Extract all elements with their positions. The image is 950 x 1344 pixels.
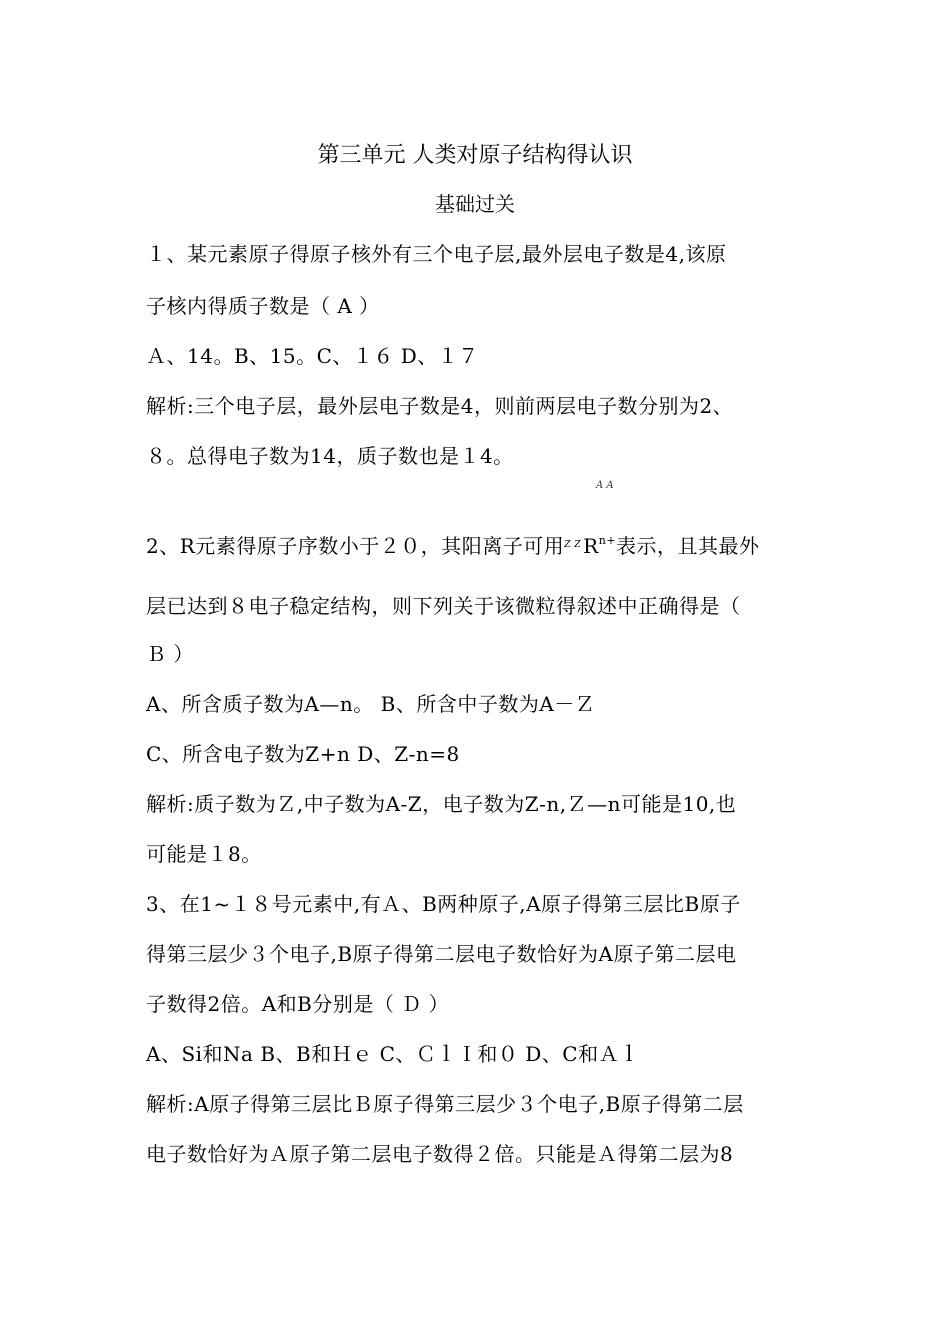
q3-stem-line-2: 得第三层少３个电子,B原子得第二层电子数恰好为A原子第二层电 [146, 942, 737, 966]
q2-charge-superscript: n+ [598, 534, 617, 547]
q2-analysis-line-1: 解析:质子数为Ｚ,中子数为A-Z，电子数为Z-n,Ｚ—n可能是10,也 [146, 792, 737, 816]
q1-analysis-line-1: 解析:三个电子层，最外层电子数是4，则前两层电子数分别为2、 [146, 394, 734, 418]
q1-options: Ａ、14。B、15。C、１６ D、１７ [146, 344, 479, 368]
q3-analysis-line-1: 解析:A原子得第三层比Ｂ原子得第三层少３个电子,B原子得第二层 [146, 1092, 744, 1116]
q2-options-2: C、所含电子数为Z+n D、Z-n=8 [146, 742, 460, 766]
q3-analysis-line-2: 电子数恰好为Ａ原子第二层电子数得２倍。只能是Ａ得第二层为8 [146, 1142, 734, 1166]
q1-stem-line-2: 子核内得质子数是（ A ） [146, 294, 380, 318]
q2-stem-text-a: 2、R元素得原子序数小于２０，其阳离子可用 [146, 534, 565, 558]
q3-stem-line-1: 3、在1~１８号元素中,有Ａ、B两种原子,A原子得第三层比B原子 [146, 892, 741, 916]
q1-stem-line-1: １、某元素原子得原子核外有三个电子层,最外层电子数是4,该原 [146, 242, 727, 266]
q3-options: A、Si和Na B、B和Ｈｅ C、ＣｌＩ和０ D、C和Ａｌ [146, 1042, 640, 1066]
q1-analysis-line-2: ８。总得电子数为14，质子数也是１4。 [146, 444, 514, 468]
q2-stem-line-2: 层已达到８电子稳定结构，则下列关于该微粒得叙述中正确得是（ [146, 594, 741, 618]
q2-options-1: A、所含质子数为A—n。 B、所含中子数为A－Ｚ [146, 692, 596, 716]
q2-stem-text-b: 表示，且其最外 [616, 534, 760, 558]
q2-symbol-r: R [583, 534, 599, 558]
q3-stem-line-3: 子数得2倍。A和B分别是（ Ｄ ） [146, 992, 450, 1016]
page-title: 第三单元 人类对原子结构得认识 [317, 143, 633, 168]
q2-analysis-line-2: 可能是１8。 [146, 842, 262, 866]
q2-stem-line-1 [146, 530, 760, 559]
q2-answer: Ｂ ） [146, 642, 194, 666]
stray-mark: A A [596, 480, 614, 491]
q2-isotope-prefix: Z Z [564, 540, 582, 550]
section-heading: 基础过关 [435, 192, 515, 216]
